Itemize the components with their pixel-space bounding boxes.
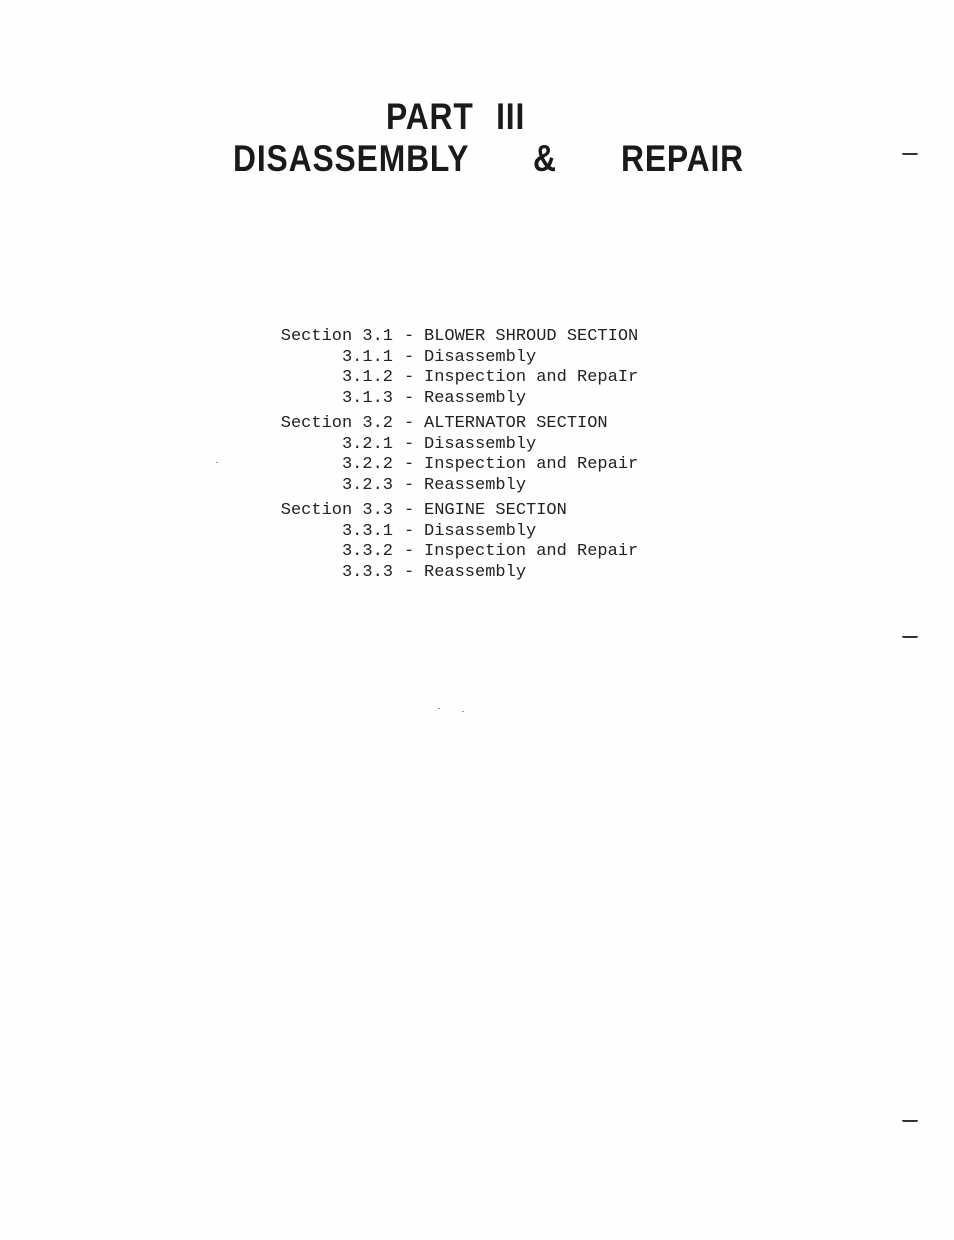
toc-number: 3.1.3 xyxy=(341,388,393,408)
toc-title: ENGINE SECTION xyxy=(424,501,567,520)
toc-number: Section 3.3 xyxy=(280,501,393,520)
toc-dash: - xyxy=(404,434,415,454)
toc-dash: - xyxy=(404,347,415,367)
subtitle-disassembly: DISASSEMBLY xyxy=(233,138,470,179)
toc-number: 3.3.1 xyxy=(341,521,393,541)
scan-speck xyxy=(438,708,440,709)
toc-title: Disassembly xyxy=(424,434,537,454)
toc-number: 3.1.1 xyxy=(341,347,393,367)
binding-mark xyxy=(902,153,918,155)
toc-dash: - xyxy=(404,388,415,408)
scan-speck xyxy=(216,462,218,463)
toc-dash: - xyxy=(404,542,415,561)
toc-dash: - xyxy=(404,521,415,541)
toc-number: 3.1.2 xyxy=(341,368,393,387)
part-word: PART xyxy=(386,96,474,137)
toc-title: Disassembly xyxy=(424,347,537,367)
subtitle-repair: REPAIR xyxy=(621,138,745,179)
toc-title: ALTERNATOR SECTION xyxy=(424,414,608,433)
part-subtitle xyxy=(233,138,745,182)
toc-dash: - xyxy=(404,475,415,495)
subtitle-ampersand: & xyxy=(533,138,557,179)
toc-title: Disassembly xyxy=(424,521,537,541)
toc-dash: - xyxy=(404,455,415,474)
toc-title: BLOWER SHROUD SECTION xyxy=(424,327,639,346)
toc-number: 3.2.3 xyxy=(341,475,393,495)
scan-speck xyxy=(462,711,464,712)
binding-mark xyxy=(902,636,918,638)
toc-title: Inspection and Repair xyxy=(424,542,639,561)
toc-number: 3.2.1 xyxy=(341,434,393,454)
toc-dash: - xyxy=(404,327,415,346)
toc-title: Inspection and RepaIr xyxy=(424,368,639,387)
toc-title: Reassembly xyxy=(424,562,527,582)
toc-number: Section 3.2 xyxy=(280,414,393,433)
toc-dash: - xyxy=(404,368,415,387)
toc-number: 3.3.2 xyxy=(341,542,393,561)
toc-title: Reassembly xyxy=(424,388,527,408)
toc-dash: - xyxy=(404,414,415,433)
part-heading xyxy=(386,96,525,138)
toc-number: Section 3.1 xyxy=(280,327,393,346)
toc-dash: - xyxy=(404,501,415,520)
binding-mark xyxy=(902,1120,918,1122)
toc-dash: - xyxy=(404,562,415,582)
toc-number: 3.3.3 xyxy=(341,562,393,582)
toc-title: Inspection and Repair xyxy=(424,455,639,474)
toc-title: Reassembly xyxy=(424,475,527,495)
part-numeral: III xyxy=(496,96,526,137)
toc-number: 3.2.2 xyxy=(341,455,393,474)
